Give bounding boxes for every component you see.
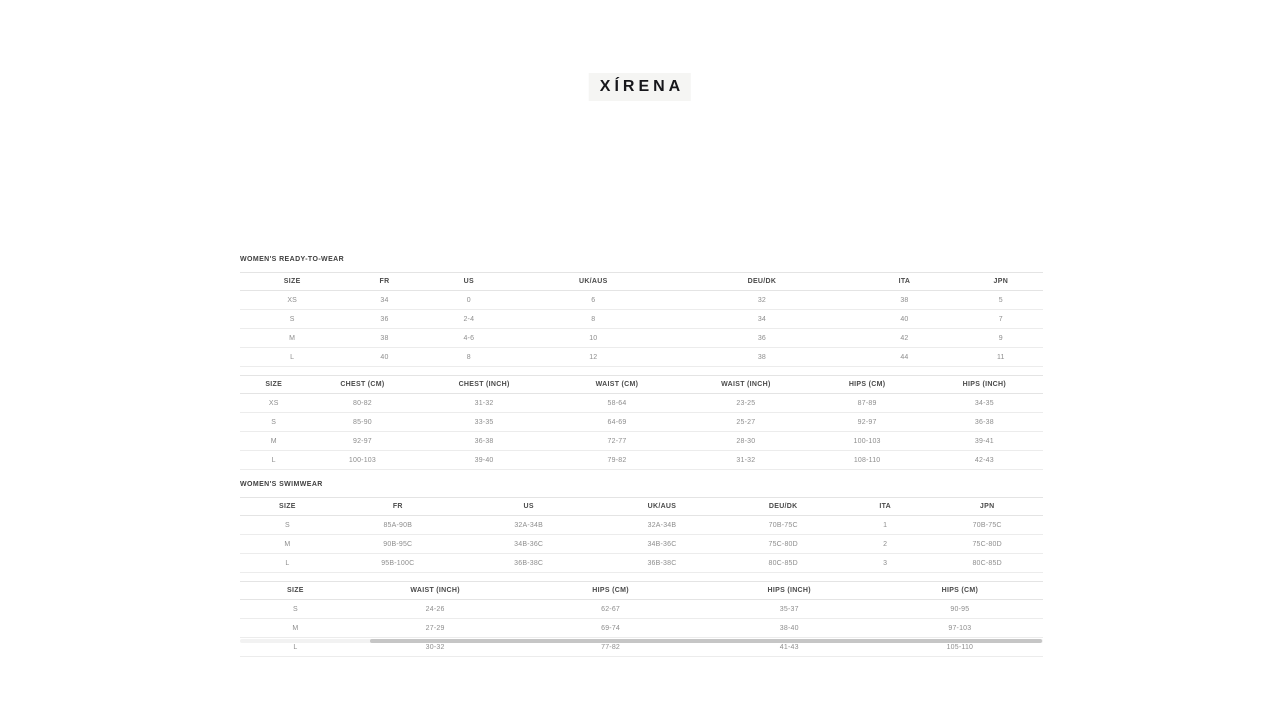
header-row (240, 273, 1043, 291)
value-cell: 85A-90B (335, 516, 461, 535)
value-cell: 38-40 (702, 619, 877, 638)
value-cell: 72-77 (551, 432, 683, 451)
horizontal-scrollbar-track[interactable] (240, 639, 1043, 643)
table-row (240, 554, 1043, 573)
value-cell: 36 (674, 329, 851, 348)
value-cell: 2-4 (425, 310, 513, 329)
value-cell: 95B-100C (335, 554, 461, 573)
value-cell: 62-67 (519, 600, 701, 619)
size-cell: L (240, 348, 344, 367)
value-cell: 32 (674, 291, 851, 310)
table-row (240, 516, 1043, 535)
table-row (240, 329, 1043, 348)
size-table-rtw-measurements (240, 375, 1043, 470)
column-header: HIPS (CM) (877, 582, 1043, 600)
column-header: HIPS (CM) (808, 376, 925, 394)
column-header: SIZE (240, 376, 307, 394)
table-row (240, 348, 1043, 367)
size-cell: S (240, 413, 307, 432)
size-cell: M (240, 535, 335, 554)
value-cell: 85-90 (307, 413, 417, 432)
value-cell: 105-110 (877, 638, 1043, 657)
column-header: CHEST (CM) (307, 376, 417, 394)
section-title: WOMEN'S SWIMWEAR (240, 481, 323, 488)
value-cell: 44 (850, 348, 958, 367)
size-cell: S (240, 600, 351, 619)
value-cell: 35-37 (702, 600, 877, 619)
value-cell: 42-43 (926, 451, 1043, 470)
value-cell: 34B-36C (597, 535, 728, 554)
column-header: SIZE (240, 273, 344, 291)
value-cell: 1 (839, 516, 931, 535)
value-cell: 28-30 (683, 432, 808, 451)
value-cell: 90-95 (877, 600, 1043, 619)
value-cell: 5 (959, 291, 1043, 310)
value-cell: 64-69 (551, 413, 683, 432)
table-row (240, 535, 1043, 554)
value-cell: 7 (959, 310, 1043, 329)
value-cell: 10 (513, 329, 674, 348)
value-cell: 3 (839, 554, 931, 573)
value-cell: 39-40 (417, 451, 550, 470)
column-header: WAIST (INCH) (351, 582, 520, 600)
value-cell: 31-32 (683, 451, 808, 470)
size-cell: M (240, 329, 344, 348)
value-cell: 100-103 (307, 451, 417, 470)
value-cell: 40 (850, 310, 958, 329)
column-header: SIZE (240, 498, 335, 516)
value-cell: 31-32 (417, 394, 550, 413)
size-cell: M (240, 432, 307, 451)
value-cell: 80C-85D (931, 554, 1043, 573)
value-cell: 23-25 (683, 394, 808, 413)
value-cell: 77-82 (519, 638, 701, 657)
value-cell: 70B-75C (727, 516, 839, 535)
brand-logo[interactable]: XÍRENA (589, 73, 691, 101)
table-row (240, 394, 1043, 413)
value-cell: 32A-34B (461, 516, 597, 535)
value-cell: 27-29 (351, 619, 520, 638)
value-cell: 42 (850, 329, 958, 348)
size-cell: L (240, 638, 351, 657)
size-cell: S (240, 516, 335, 535)
value-cell: 97-103 (877, 619, 1043, 638)
table-row (240, 600, 1043, 619)
value-cell: 80-82 (307, 394, 417, 413)
column-header: HIPS (INCH) (926, 376, 1043, 394)
column-header: FR (335, 498, 461, 516)
value-cell: 0 (425, 291, 513, 310)
value-cell: 38 (850, 291, 958, 310)
header-row (240, 376, 1043, 394)
size-guide-content (240, 256, 1043, 665)
value-cell: 38 (674, 348, 851, 367)
column-header: ITA (850, 273, 958, 291)
value-cell: 34 (674, 310, 851, 329)
value-cell: 36B-38C (461, 554, 597, 573)
value-cell: 33-35 (417, 413, 550, 432)
size-cell: S (240, 310, 344, 329)
value-cell: 12 (513, 348, 674, 367)
value-cell: 69-74 (519, 619, 701, 638)
value-cell: 24-26 (351, 600, 520, 619)
value-cell: 38 (344, 329, 424, 348)
value-cell: 36-38 (417, 432, 550, 451)
section-title: WOMEN'S READY-TO-WEAR (240, 256, 345, 263)
value-cell: 75C-80D (931, 535, 1043, 554)
table-row (240, 432, 1043, 451)
column-header: ITA (839, 498, 931, 516)
value-cell: 58-64 (551, 394, 683, 413)
value-cell: 40 (344, 348, 424, 367)
column-header: WAIST (CM) (551, 376, 683, 394)
column-header: DEU/DK (727, 498, 839, 516)
size-cell: XS (240, 291, 344, 310)
value-cell: 34B-36C (461, 535, 597, 554)
value-cell: 36-38 (926, 413, 1043, 432)
value-cell: 8 (513, 310, 674, 329)
size-cell: XS (240, 394, 307, 413)
value-cell: 92-97 (307, 432, 417, 451)
value-cell: 4-6 (425, 329, 513, 348)
table-row (240, 310, 1043, 329)
table-row (240, 619, 1043, 638)
value-cell: 11 (959, 348, 1043, 367)
value-cell: 36B-38C (597, 554, 728, 573)
value-cell: 75C-80D (727, 535, 839, 554)
size-table-rtw-conversion (240, 272, 1043, 367)
table-row (240, 413, 1043, 432)
column-header: JPN (959, 273, 1043, 291)
size-section-0 (240, 256, 1043, 470)
size-table-swim-conversion (240, 497, 1043, 573)
column-header: DEU/DK (674, 273, 851, 291)
value-cell: 30-32 (351, 638, 520, 657)
size-cell: M (240, 619, 351, 638)
column-header: UK/AUS (513, 273, 674, 291)
value-cell: 34 (344, 291, 424, 310)
value-cell: 90B-95C (335, 535, 461, 554)
column-header: UK/AUS (597, 498, 728, 516)
value-cell: 41-43 (702, 638, 877, 657)
header-row (240, 582, 1043, 600)
size-section-1 (240, 481, 1043, 657)
size-guide-sections (240, 256, 1043, 657)
column-header: CHEST (INCH) (417, 376, 550, 394)
column-header: US (461, 498, 597, 516)
column-header: HIPS (INCH) (702, 582, 877, 600)
header-row (240, 498, 1043, 516)
value-cell: 92-97 (808, 413, 925, 432)
value-cell: 6 (513, 291, 674, 310)
value-cell: 80C-85D (727, 554, 839, 573)
column-header: JPN (931, 498, 1043, 516)
value-cell: 8 (425, 348, 513, 367)
column-header: WAIST (INCH) (683, 376, 808, 394)
value-cell: 87-89 (808, 394, 925, 413)
value-cell: 108-110 (808, 451, 925, 470)
value-cell: 79-82 (551, 451, 683, 470)
value-cell: 36 (344, 310, 424, 329)
column-header: FR (344, 273, 424, 291)
value-cell: 39-41 (926, 432, 1043, 451)
size-table-swim-measurements (240, 581, 1043, 657)
size-cell: L (240, 451, 307, 470)
table-row (240, 291, 1043, 310)
column-header: SIZE (240, 582, 351, 600)
value-cell: 2 (839, 535, 931, 554)
value-cell: 70B-75C (931, 516, 1043, 535)
value-cell: 9 (959, 329, 1043, 348)
size-cell: L (240, 554, 335, 573)
column-header: US (425, 273, 513, 291)
value-cell: 32A-34B (597, 516, 728, 535)
value-cell: 25-27 (683, 413, 808, 432)
horizontal-scrollbar-thumb[interactable] (370, 639, 1042, 643)
column-header: HIPS (CM) (519, 582, 701, 600)
value-cell: 100-103 (808, 432, 925, 451)
table-row (240, 451, 1043, 470)
value-cell: 34-35 (926, 394, 1043, 413)
